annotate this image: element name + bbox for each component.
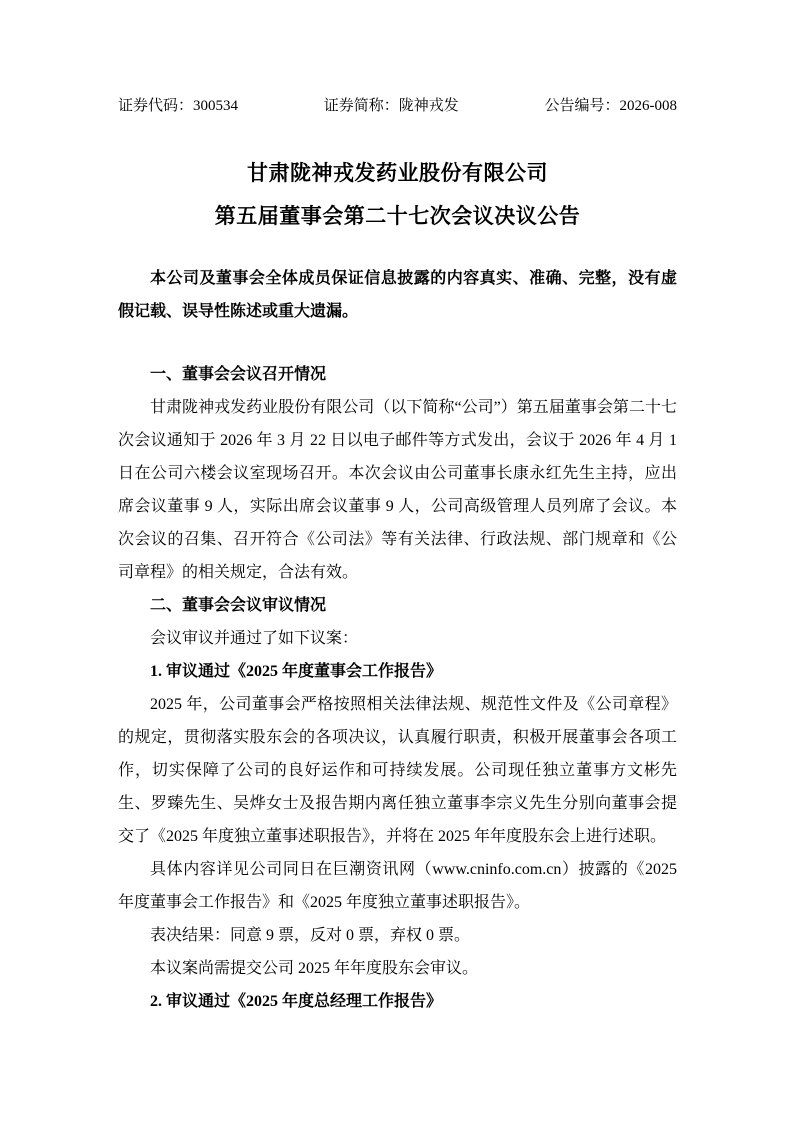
body-paragraph: 具体内容详见公司同日在巨潮资讯网（www.cninfo.com.cn）披露的《2025 年度董事会工作报告》和《2025 年度独立董事述职报告》。 xyxy=(118,861,677,911)
heading-paragraph: 1. 审议通过《2025 年度董事会工作报告》 xyxy=(150,663,443,680)
document-header xyxy=(118,96,677,116)
body-paragraph: 会议审议并通过了如下议案： xyxy=(150,630,359,647)
body-paragraph: 甘肃陇神戎发药业股份有限公司（以下简称“公司”）第五届董事会第二十七次会议通知于 2026 年 3 月 22 日以电子邮件等方式发出，会议于 2026 年 4 月 1 日在公司六楼会议室现场召开。本次会议由公司董事长康永红先生主持，应出席会议董事 9 人，实际出席会议董事 9 人，公司高级管理人员列席了会议。本次会议的召集、召开符合《公司法》等有关法律、行政法规、部门规章和《公司章程》的相关规定，合法有效。 xyxy=(118,399,677,581)
announcement-title: 第五届董事会第二十七次会议决议公告 xyxy=(214,204,581,228)
body-paragraph: 本议案尚需提交公司 2025 年年度股东会审议。 xyxy=(150,960,479,977)
heading-paragraph: 2. 审议通过《2025 年度总经理工作报告》 xyxy=(150,993,443,1010)
body-paragraph: 2025 年，公司董事会严格按照相关法律法规、规范性文件及《公司章程》的规定，贯彻落实股东会的各项决议，认真履行职责，积极开展董事会各项工作，切实保障了公司的良好运作和可持续发展。公司现任独立董事方文彬先生、罗臻先生、吴烨女士及报告期内离任独立董事李宗义先生分别向董事会提交了《2025 年度独立董事述职报告》，并将在 2025 年年度股东会上进行述职。 xyxy=(118,696,677,845)
stock-name: 证券简称：陇神戎发 xyxy=(323,98,459,114)
body-paragraph: 表决结果：同意 9 票，反对 0 票，弃权 0 票。 xyxy=(150,927,471,944)
title-block xyxy=(118,152,677,238)
stock-code: 证券代码：300534 xyxy=(118,98,239,114)
heading-paragraph: 二、董事会会议审议情况 xyxy=(150,597,327,614)
heading-paragraph: 一、董事会会议召开情况 xyxy=(150,366,327,383)
document-body xyxy=(118,358,677,1018)
disclaimer-paragraph: 本公司及董事会全体成员保证信息披露的内容真实、准确、完整，没有虚假记载、误导性陈述或重大遗漏。 xyxy=(118,270,677,320)
announcement-number: 公告编号：2026-008 xyxy=(544,98,677,114)
company-name-title: 甘肃陇神戎发药业股份有限公司 xyxy=(247,161,548,185)
